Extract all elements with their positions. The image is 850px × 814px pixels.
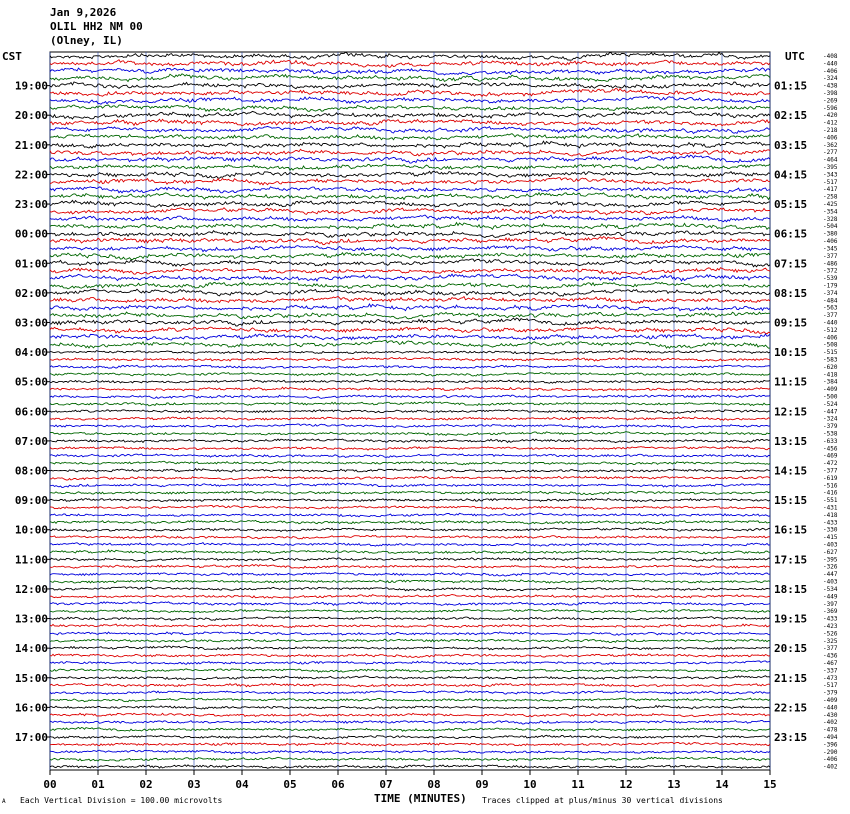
seismic-trace — [50, 698, 770, 702]
seismic-trace — [50, 513, 770, 517]
left-hour-label: 10:00 — [14, 523, 48, 537]
trace-value-label: -362 — [823, 141, 838, 149]
trace-value-label: -343 — [823, 171, 838, 179]
seismic-trace — [50, 617, 770, 621]
trace-value-label: -538 — [823, 430, 838, 438]
seismic-trace — [50, 155, 770, 163]
seismic-trace — [50, 624, 770, 628]
right-hour-label: 22:15 — [774, 701, 808, 715]
right-hour-label: 16:15 — [774, 523, 808, 537]
left-hour-label: 22:00 — [14, 168, 48, 182]
trace-value-label: -369 — [823, 608, 838, 616]
seismic-trace — [50, 632, 770, 635]
right-hour-label: 09:15 — [774, 316, 808, 330]
location-label: (Olney, IL) — [50, 34, 123, 47]
trace-value-label: -464 — [823, 156, 838, 164]
right-hour-label: 07:15 — [774, 257, 808, 271]
trace-value-label: -408 — [823, 53, 838, 60]
footer-mark: A — [2, 798, 6, 805]
seismic-trace — [50, 587, 770, 591]
seismic-trace — [50, 417, 770, 420]
seismic-trace — [50, 565, 770, 569]
trace-value-label: -403 — [823, 578, 838, 586]
x-tick-label: 13 — [667, 778, 681, 791]
trace-value-label: -374 — [823, 289, 838, 297]
seismic-trace — [50, 74, 770, 82]
seismic-trace — [50, 691, 770, 695]
seismic-trace — [50, 178, 770, 185]
trace-value-label: -494 — [823, 733, 838, 741]
right-hour-label: 06:15 — [774, 227, 808, 241]
trace-value-label: -277 — [823, 149, 838, 157]
seismic-trace — [50, 334, 770, 340]
x-tick-label: 02 — [139, 778, 153, 791]
trace-value-label: -409 — [823, 386, 838, 394]
trace-value-label: -395 — [823, 164, 838, 172]
left-hour-label: 21:00 — [14, 138, 48, 152]
trace-value-label: -633 — [823, 437, 838, 445]
seismic-trace — [50, 200, 770, 207]
seismic-trace — [50, 282, 770, 289]
trace-value-label: -486 — [823, 260, 838, 268]
right-hour-label: 05:15 — [774, 198, 808, 212]
trace-value-label: -430 — [823, 711, 838, 719]
seismic-trace — [50, 387, 770, 391]
trace-value-label: -596 — [823, 104, 838, 112]
seismic-trace — [50, 639, 770, 642]
trace-value-label: -218 — [823, 127, 838, 135]
trace-value-label: -328 — [823, 215, 838, 223]
seismic-trace — [50, 595, 770, 599]
trace-value-label: -456 — [823, 445, 838, 453]
seismic-trace — [50, 237, 770, 245]
seismic-trace — [50, 469, 770, 473]
seismic-trace — [50, 676, 770, 680]
right-hour-label: 04:15 — [774, 168, 808, 182]
left-hour-label: 19:00 — [14, 79, 48, 93]
seismic-trace — [50, 410, 770, 413]
seismic-trace — [50, 231, 770, 238]
trace-value-label: -433 — [823, 615, 838, 623]
seismic-trace — [50, 424, 770, 428]
trace-value-label: -627 — [823, 548, 838, 556]
seismic-trace — [50, 341, 770, 349]
seismic-trace — [50, 505, 770, 509]
left-hour-label: 11:00 — [14, 553, 48, 567]
right-hour-label: 14:15 — [774, 464, 808, 478]
trace-value-label: -500 — [823, 393, 838, 401]
seismic-trace — [50, 358, 770, 362]
seismic-trace — [50, 245, 770, 251]
trace-value-label: -345 — [823, 245, 838, 253]
seismic-trace — [50, 171, 770, 178]
seismic-trace — [50, 68, 770, 75]
seismic-trace — [50, 609, 770, 613]
trace-value-label: -440 — [823, 60, 838, 68]
left-hour-label: 15:00 — [14, 671, 48, 685]
trace-value-label: -469 — [823, 452, 838, 460]
seismic-trace — [50, 713, 770, 716]
trace-value-label: -526 — [823, 630, 838, 638]
left-hour-label: 06:00 — [14, 405, 48, 419]
right-hour-label: 12:15 — [774, 405, 808, 419]
left-hour-label: 20:00 — [14, 109, 48, 123]
seismic-trace — [50, 757, 770, 761]
trace-value-label: -473 — [823, 674, 838, 682]
trace-value-label: -337 — [823, 667, 838, 675]
seismic-trace — [50, 89, 770, 97]
trace-value-label: -583 — [823, 356, 838, 364]
right-hour-label: 10:15 — [774, 346, 808, 360]
trace-value-label: -517 — [823, 178, 838, 186]
seismic-trace — [50, 134, 770, 140]
trace-value-label: -516 — [823, 482, 838, 490]
seismic-trace — [50, 402, 770, 406]
left-hour-label: 07:00 — [14, 434, 48, 448]
seismic-trace — [50, 215, 770, 222]
seismic-trace — [50, 476, 770, 480]
trace-value-label: -406 — [823, 134, 838, 142]
left-hour-label: 13:00 — [14, 612, 48, 626]
date-label: Jan 9,2026 — [50, 6, 117, 19]
trace-value-label: -449 — [823, 593, 838, 601]
trace-value-label: -417 — [823, 186, 838, 194]
seismic-trace — [50, 765, 770, 769]
x-tick-label: 04 — [235, 778, 249, 791]
x-tick-label: 08 — [427, 778, 441, 791]
right-hour-label: 21:15 — [774, 671, 808, 685]
trace-value-label: -372 — [823, 267, 838, 275]
trace-value-label: -324 — [823, 75, 838, 83]
seismic-trace — [50, 683, 770, 686]
seismic-trace — [50, 208, 770, 215]
seismic-trace — [50, 395, 770, 398]
seismic-trace — [50, 82, 770, 89]
trace-value-label: -438 — [823, 82, 838, 90]
trace-value-label: -423 — [823, 622, 838, 630]
seismic-trace — [50, 661, 770, 665]
seismic-trace — [50, 750, 770, 753]
trace-value-label: -524 — [823, 400, 838, 408]
trace-value-label: -447 — [823, 408, 838, 416]
trace-value-label: -402 — [823, 763, 838, 771]
seismic-trace — [50, 735, 770, 739]
left-hour-label: 01:00 — [14, 257, 48, 271]
trace-value-label: -447 — [823, 571, 838, 579]
left-hour-label: 09:00 — [14, 494, 48, 508]
right-hour-label: 23:15 — [774, 730, 808, 744]
seismic-trace — [50, 253, 770, 260]
seismic-trace — [50, 602, 770, 606]
trace-value-label: -412 — [823, 119, 838, 127]
seismic-trace — [50, 312, 770, 319]
right-hour-label: 18:15 — [774, 582, 808, 596]
trace-value-label: -409 — [823, 696, 838, 704]
x-tick-label: 03 — [187, 778, 201, 791]
seismic-trace — [50, 543, 770, 547]
right-hour-label: 08:15 — [774, 286, 808, 300]
trace-value-label: -472 — [823, 460, 838, 468]
trace-value-label: -397 — [823, 600, 838, 608]
trace-value-label: -619 — [823, 474, 838, 482]
trace-value-label: -398 — [823, 90, 838, 98]
seismic-trace — [50, 96, 770, 104]
trace-value-label: -324 — [823, 415, 838, 423]
trace-value-label: -512 — [823, 326, 838, 334]
seismic-trace — [50, 646, 770, 650]
x-tick-label: 11 — [571, 778, 585, 791]
seismic-trace — [50, 373, 770, 377]
seismic-trace — [50, 439, 770, 443]
trace-value-label: -377 — [823, 467, 838, 475]
trace-value-label: -269 — [823, 97, 838, 105]
seismic-trace — [50, 483, 770, 487]
seismic-trace — [50, 520, 770, 524]
trace-value-label: -290 — [823, 748, 838, 756]
trace-value-label: -440 — [823, 704, 838, 712]
x-tick-label: 06 — [331, 778, 345, 791]
seismic-trace — [50, 327, 770, 334]
trace-value-label: -354 — [823, 208, 838, 216]
trace-value-label: -508 — [823, 341, 838, 349]
left-hour-label: 12:00 — [14, 582, 48, 596]
trace-value-label: -539 — [823, 275, 838, 283]
seismic-trace — [50, 193, 770, 200]
seismic-trace — [50, 52, 770, 60]
trace-value-label: -384 — [823, 378, 838, 386]
seismic-trace — [50, 558, 770, 561]
trace-value-label: -379 — [823, 689, 838, 697]
trace-value-label: -515 — [823, 349, 838, 357]
seismic-trace — [50, 318, 770, 326]
seismic-trace — [50, 126, 770, 133]
x-tick-label: 07 — [379, 778, 393, 791]
seismic-trace — [50, 550, 770, 554]
trace-value-label: -504 — [823, 223, 838, 231]
scale-note: Each Vertical Division = 100.00 microvolts — [20, 796, 223, 805]
trace-value-label: -517 — [823, 682, 838, 690]
seismic-trace — [50, 461, 770, 465]
right-hour-label: 03:15 — [774, 138, 808, 152]
trace-value-label: -620 — [823, 363, 838, 371]
trace-value-label: -478 — [823, 726, 838, 734]
left-hour-label: 00:00 — [14, 227, 48, 241]
x-tick-label: 01 — [91, 778, 105, 791]
seismic-trace — [50, 111, 770, 119]
x-axis-title: TIME (MINUTES) — [374, 792, 467, 805]
trace-value-label: -416 — [823, 489, 838, 497]
trace-value-label: -377 — [823, 252, 838, 260]
trace-value-label: -467 — [823, 659, 838, 667]
seismic-trace — [50, 304, 770, 311]
station-label: OLIL HH2 NM 00 — [50, 20, 143, 33]
left-hour-label: 04:00 — [14, 346, 48, 360]
seismic-trace — [50, 535, 770, 539]
trace-value-label: -403 — [823, 541, 838, 549]
trace-value-label: -402 — [823, 719, 838, 727]
seismic-trace — [50, 60, 770, 68]
left-hour-label: 16:00 — [14, 701, 48, 715]
trace-value-label: -418 — [823, 371, 838, 379]
left-hour-label: 08:00 — [14, 464, 48, 478]
trace-value-label: -551 — [823, 497, 838, 505]
x-tick-label: 09 — [475, 778, 489, 791]
seismic-trace — [50, 274, 770, 281]
trace-value-label: -406 — [823, 238, 838, 246]
seismic-trace — [50, 105, 770, 111]
trace-value-label: -330 — [823, 526, 838, 534]
trace-value-label: -379 — [823, 423, 838, 431]
seismic-trace — [50, 706, 770, 710]
seismic-trace — [50, 365, 770, 369]
seismic-trace — [50, 119, 770, 126]
trace-value-label: -377 — [823, 645, 838, 653]
right-hour-label: 11:15 — [774, 375, 808, 389]
seismic-trace — [50, 289, 770, 296]
trace-value-label: -258 — [823, 193, 838, 201]
right-hour-label: 20:15 — [774, 642, 808, 656]
right-hour-label: 15:15 — [774, 494, 808, 508]
seismic-trace — [50, 499, 770, 502]
x-tick-label: 10 — [523, 778, 537, 791]
left-hour-label: 17:00 — [14, 730, 48, 744]
clip-note: Traces clipped at plus/minus 30 vertical divisions — [482, 796, 723, 805]
seismic-trace — [50, 528, 770, 532]
seismic-trace — [50, 721, 770, 725]
right-hour-label: 17:15 — [774, 553, 808, 567]
trace-value-label: -325 — [823, 637, 838, 645]
left-hour-label: 02:00 — [14, 286, 48, 300]
trace-value-label: -420 — [823, 112, 838, 120]
seismic-trace — [50, 149, 770, 156]
trace-value-label: -396 — [823, 741, 838, 749]
seismic-trace — [50, 164, 770, 170]
seismic-trace — [50, 223, 770, 230]
x-tick-label: 12 — [619, 778, 633, 791]
right-timezone-label: UTC — [785, 50, 805, 63]
seismic-trace — [50, 380, 770, 384]
right-hour-label: 02:15 — [774, 109, 808, 123]
left-hour-label: 14:00 — [14, 642, 48, 656]
seismic-trace — [50, 669, 770, 672]
trace-value-label: -179 — [823, 282, 838, 290]
trace-value-label: -534 — [823, 585, 838, 593]
trace-value-label: -433 — [823, 519, 838, 527]
seismic-trace — [50, 742, 770, 746]
left-timezone-label: CST — [2, 50, 22, 63]
trace-value-label: -415 — [823, 534, 838, 542]
seismic-trace — [50, 141, 770, 148]
right-hour-label: 13:15 — [774, 434, 808, 448]
left-hour-label: 05:00 — [14, 375, 48, 389]
seismic-trace — [50, 727, 770, 731]
seismic-trace — [50, 491, 770, 494]
trace-value-label: -406 — [823, 756, 838, 764]
trace-value-label: -440 — [823, 319, 838, 327]
seismic-trace — [50, 654, 770, 658]
right-hour-label: 01:15 — [774, 79, 808, 93]
trace-value-label: -377 — [823, 312, 838, 320]
trace-value-label: -425 — [823, 201, 838, 209]
trace-value-label: -380 — [823, 230, 838, 238]
trace-value-label: -431 — [823, 504, 838, 512]
trace-value-label: -326 — [823, 563, 838, 571]
x-tick-label: 05 — [283, 778, 297, 791]
x-tick-label: 14 — [715, 778, 729, 791]
seismic-trace — [50, 296, 770, 303]
seismic-trace — [50, 580, 770, 583]
seismic-trace — [50, 259, 770, 267]
seismic-trace — [50, 432, 770, 436]
trace-value-label: -406 — [823, 67, 838, 75]
trace-value-label: -418 — [823, 511, 838, 519]
trace-value-label: -406 — [823, 334, 838, 342]
seismic-trace — [50, 454, 770, 458]
seismic-trace — [50, 187, 770, 193]
trace-value-label: -484 — [823, 297, 838, 305]
x-tick-label: 15 — [763, 778, 777, 791]
x-tick-label: 00 — [43, 778, 57, 791]
left-hour-label: 23:00 — [14, 198, 48, 212]
seismic-trace — [50, 268, 770, 275]
trace-value-label: -436 — [823, 652, 838, 660]
trace-value-label: -395 — [823, 556, 838, 564]
seismic-trace — [50, 573, 770, 577]
right-hour-label: 19:15 — [774, 612, 808, 626]
seismic-trace — [50, 350, 770, 354]
left-hour-label: 03:00 — [14, 316, 48, 330]
trace-value-label: -563 — [823, 304, 838, 312]
seismic-trace — [50, 447, 770, 451]
